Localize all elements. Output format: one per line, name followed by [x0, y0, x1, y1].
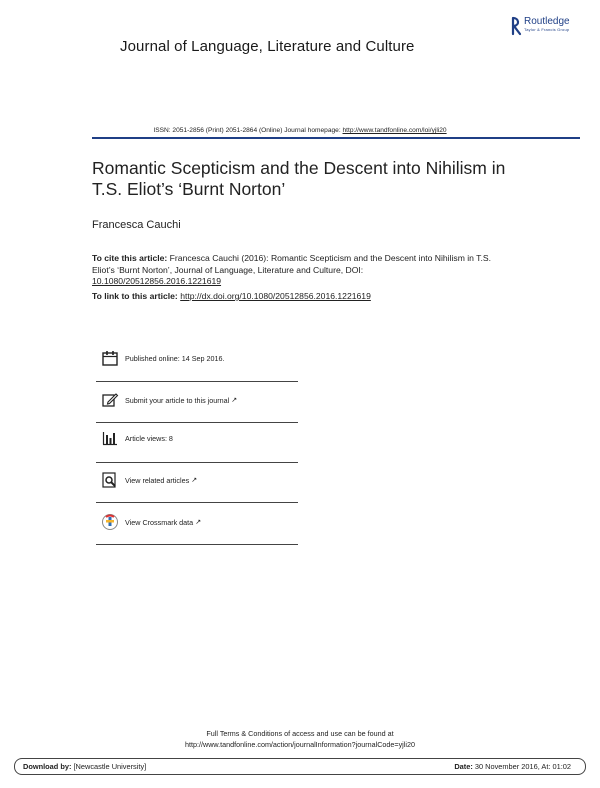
doi-link[interactable]: 10.1080/20512856.2016.1221619 [92, 276, 222, 286]
terms-block [0, 728, 600, 750]
publisher-logo[interactable] [510, 16, 570, 36]
external-link-icon: ↗ [191, 477, 198, 484]
download-info [23, 762, 146, 771]
article-link[interactable]: http://dx.doi.org/10.1080/20512856.2016.1221619 [180, 291, 371, 301]
calendar-icon [99, 347, 121, 369]
terms-line: Full Terms & Conditions of access and use can be found at [206, 729, 394, 738]
info-item-crossmark[interactable] [96, 505, 298, 539]
link-label: To link to this article: [92, 291, 181, 301]
download-bar [14, 758, 586, 775]
crossmark-link[interactable]: View Crossmark data [125, 517, 194, 527]
info-item-related[interactable] [96, 463, 298, 497]
submit-article-link[interactable]: Submit your article to this journal [125, 395, 230, 405]
header-rule [92, 137, 580, 139]
terms-url[interactable]: http://www.tandfonline.com/action/journalInformation?journalCode=yjli20 [185, 740, 415, 749]
divider [96, 502, 298, 503]
citation-text: Francesca Cauchi (2016): Romantic Scepticism and the Descent into Nihilism in T.S. Eliot’s ‘Burnt Norton’, Journal of Language, Literature and Culture, DOI: [92, 253, 491, 275]
citation-block [92, 253, 492, 288]
logo-subtitle: Taylor & Francis Group [524, 27, 570, 32]
external-link-icon: ↗ [195, 519, 202, 526]
info-item-published [96, 341, 298, 375]
date-value: 30 November 2016, At: 01:02 [472, 762, 571, 771]
article-author: Francesca Cauchi [92, 219, 181, 231]
article-title: Romantic Scepticism and the Descent into Nihilism in T.S. Eliot’s ‘Burnt Norton’ [92, 158, 506, 199]
external-link-icon: ↗ [231, 397, 238, 404]
download-label: Download by: [23, 762, 72, 771]
divider [96, 381, 298, 382]
bar-chart-icon [99, 427, 121, 449]
published-label: Published online: 14 Sep 2016. [125, 353, 225, 363]
info-item-views [96, 421, 298, 455]
related-articles-link[interactable]: View related articles [125, 475, 190, 485]
crossmark-icon [99, 511, 121, 533]
date-info [454, 762, 571, 771]
issn-line [0, 127, 600, 134]
link-line [92, 291, 512, 301]
edit-icon [99, 389, 121, 411]
info-item-submit[interactable] [96, 383, 298, 417]
journal-homepage-link[interactable]: http://www.tandfonline.com/loi/yjli20 [342, 127, 447, 134]
issn-text: ISSN: 2051-2856 (Print) 2051-2864 (Online) Journal homepage: [153, 127, 343, 134]
article-views: Article views: 8 [125, 433, 173, 443]
download-value: [Newcastle University] [71, 762, 147, 771]
search-icon [99, 469, 121, 491]
date-label: Date: [454, 762, 473, 771]
logo-name: Routledge [524, 16, 570, 27]
routledge-logo-icon [510, 16, 522, 36]
divider [96, 544, 298, 545]
citation-label: To cite this article: [92, 253, 168, 263]
journal-name: Journal of Language, Literature and Culture [120, 38, 415, 55]
